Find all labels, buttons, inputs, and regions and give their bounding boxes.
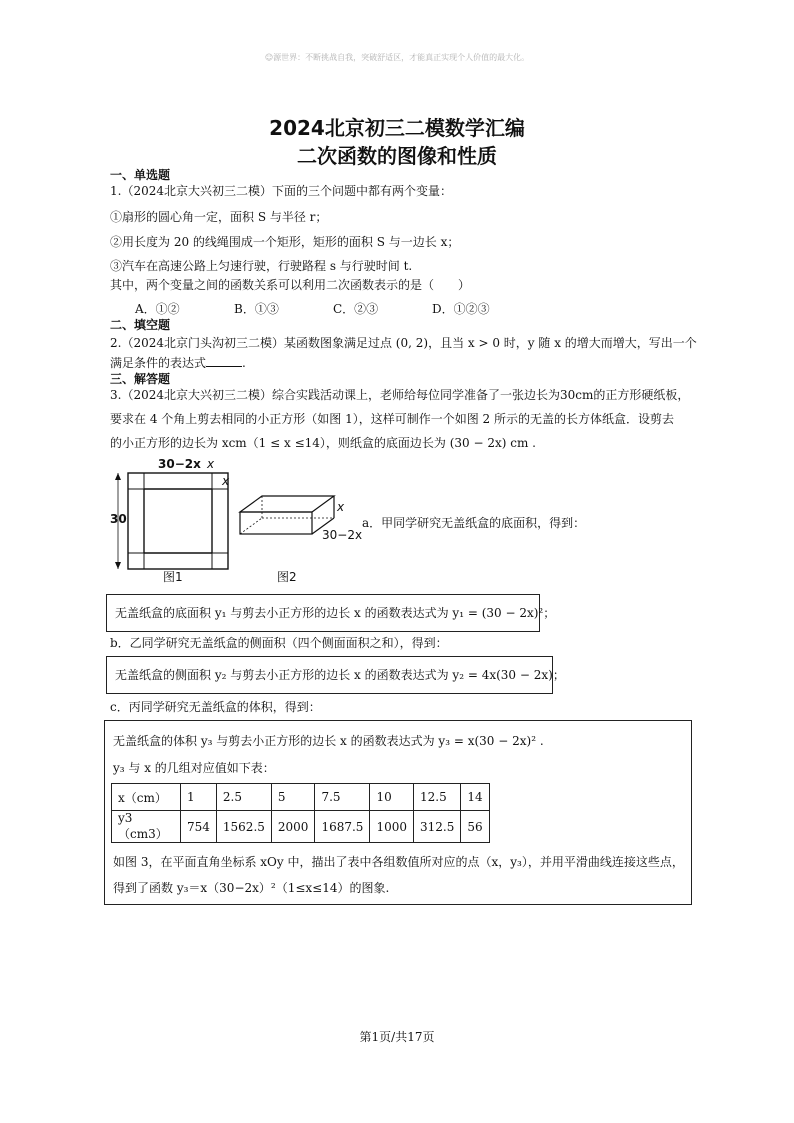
q2-answer-blank[interactable] (206, 356, 242, 367)
q3-part-c-intro: c．丙同学研究无盖纸盒的体积，得到： (110, 700, 321, 714)
figure-2-height-label: x (337, 500, 345, 514)
table-cell: 56 (461, 811, 489, 843)
q1-item2: ②用长度为 20 的线绳围成一个矩形，矩形的面积 S 与一边长 x； (110, 235, 460, 249)
q3-box-a-text: 无盖纸盒的底面积 y₁ 与剪去小正方形的边长 x 的函数表达式为 y₁ = (30 − 2x)²； (115, 606, 556, 620)
q2-line2 (110, 354, 246, 371)
q3-line2: 要求在 4 个角上剪去相同的小正方形（如图 1），这样可制作一个如图 2 所示的无盖的长方体纸盒．设剪去 (110, 412, 674, 426)
q1-question: 其中，两个变量之间的函数关系可以利用二次函数表示的是（ ） (110, 278, 471, 292)
table-cell: 1687.5 (315, 811, 370, 843)
figure-1-corner-label: x (207, 457, 215, 471)
q1-item3: ③汽车在高速公路上匀速行驶，行驶路程 s 与行驶时间 t. (110, 259, 413, 273)
q3-box-c-line3: 如图 3，在平面直角坐标系 xOy 中，描出了表中各组数值所对应的点（x，y₃），并用平滑曲线连接这些点， (113, 855, 684, 869)
table-header-y: y3（cm3） (112, 811, 181, 843)
table-row (112, 784, 490, 811)
q3-box-a (106, 594, 556, 632)
q3-line3: 的小正方形的边长为 xcm（1 ≤ x ≤14），则纸盒的底面边长为 (30 − 2x) cm . (110, 436, 536, 450)
figure-2-base-label: 30−2x (322, 528, 363, 542)
page-subtitle: 二次函数的图像和性质 (297, 144, 497, 168)
table-cell: 312.5 (414, 811, 461, 843)
table-cell: 2000 (271, 811, 315, 843)
q2-line2-suffix: . (242, 356, 246, 370)
table-cell: 1 (181, 784, 217, 811)
q2-line1: 2.（2024北京门头沟初三二模）某函数图象满足过点 (0, 2)，且当 x > 0 时，y 随 x 的增大而增大，写出一个 (110, 336, 697, 350)
section-single-choice: 一、单选题 (110, 168, 171, 182)
q3-box-b (106, 656, 565, 694)
q3-value-table (111, 783, 490, 843)
table-cell: 12.5 (414, 784, 461, 811)
table-header-x: x（cm） (112, 784, 181, 811)
q3-box-c (104, 720, 692, 905)
table-cell: 2.5 (216, 784, 271, 811)
q3-part-a-intro: a．甲同学研究无盖纸盒的底面积，得到： (362, 516, 586, 530)
figure-2-caption: 图2 (277, 570, 297, 584)
watermark: ☺源世界：不断挑战自我，突破舒适区，才能真正实现个人价值的最大化。 (264, 53, 530, 62)
q2-line2-prefix: 满足条件的表达式 (110, 356, 207, 370)
figure-1-side-label: x (222, 474, 230, 488)
page-title: 2024北京初三二模数学汇编 (269, 116, 525, 140)
section-fill-blank: 二、填空题 (110, 318, 171, 332)
table-cell: 14 (461, 784, 489, 811)
figure-1-left-label: 30 (110, 512, 127, 526)
figure-1-square-diagram (108, 455, 238, 575)
q3-line1: 3.（2024北京大兴初三二模）综合实践活动课上，老师给每位同学准备了一张边长为30cm的正方形硬纸板， (110, 388, 690, 402)
q1-option-a[interactable]: A．①② (135, 302, 180, 316)
table-cell: 10 (370, 784, 414, 811)
q3-box-b-text: 无盖纸盒的侧面积 y₂ 与剪去小正方形的边长 x 的函数表达式为 y₂ = 4x(30 − 2x)； (115, 668, 565, 682)
table-row (112, 811, 490, 843)
figure-1-caption: 图1 (163, 570, 183, 584)
table-cell: 754 (181, 811, 217, 843)
table-cell: 1562.5 (216, 811, 271, 843)
q3-box-c-line2: y₃ 与 x 的几组对应值如下表： (113, 761, 275, 775)
table-cell: 5 (271, 784, 315, 811)
figure-1-top-label: 30−2x (158, 457, 201, 471)
page-footer: 第1页/共17页 (359, 1030, 435, 1044)
table-cell: 7.5 (315, 784, 370, 811)
q1-option-d[interactable]: D．①②③ (432, 302, 490, 316)
figure-1-outer-square (128, 473, 228, 569)
q1-option-c[interactable]: C．②③ (333, 302, 379, 316)
q1-option-b[interactable]: B．①③ (234, 302, 279, 316)
table-cell: 1000 (370, 811, 414, 843)
section-answer: 三、解答题 (110, 372, 171, 386)
q3-box-c-line1: 无盖纸盒的体积 y₃ 与剪去小正方形的边长 x 的函数表达式为 y₃ = x(30 − 2x)² . (113, 734, 544, 748)
q1-item1: ①扇形的圆心角一定，面积 S 与半径 r； (110, 210, 328, 224)
q3-box-c-line4: 得到了函数 y₃＝x（30−2x）²（1≤x≤14）的图象. (113, 881, 390, 895)
q1-stem: 1.（2024北京大兴初三二模）下面的三个问题中都有两个变量： (110, 184, 452, 198)
q3-part-b-intro: b．乙同学研究无盖纸盒的侧面积（四个侧面面积之和），得到： (110, 636, 448, 650)
